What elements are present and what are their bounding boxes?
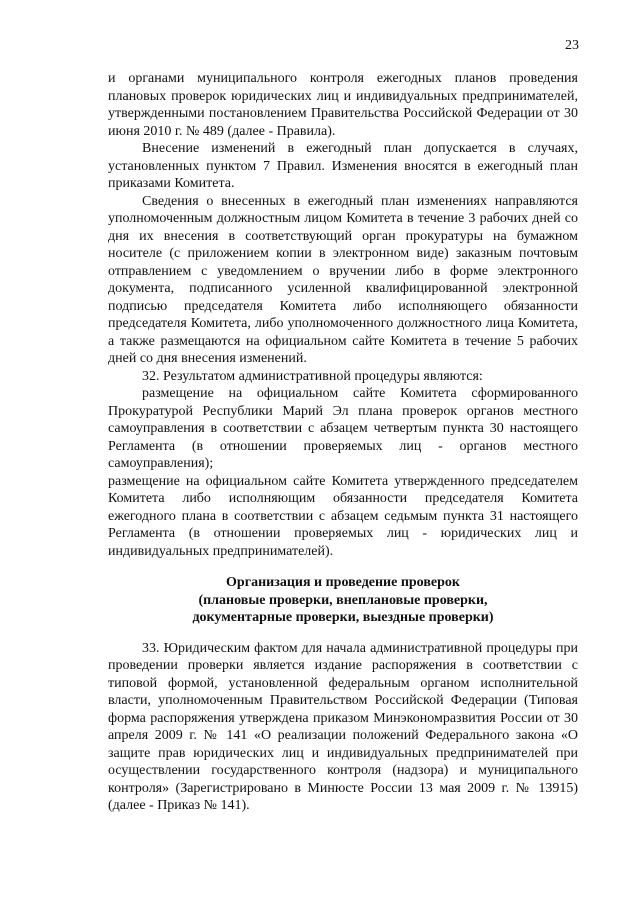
paragraph: 33. Юридическим фактом для начала административной процедуры при проведении проверки является издание распоряжения в соответствии с типовой формой, установленной федеральным органом исполнительной власти, уполномоченным Правительством Российской Федерации (Типовая форма распоряжения утверждена приказом Минэкономразвития России от 30 апреля 2009 г. № 141 «О реализации положений Федерального закона «О защите прав юридических лиц и индивидуальных предпринимателей при осуществлении государственного контроля (надзора) и муниципального контроля» (Зарегистрировано в Минюсте России 13 мая 2009 г. № 13915) (далее - Приказ № 141). bbox=[108, 640, 578, 813]
page-number: 23 bbox=[565, 38, 579, 53]
section-heading-line-3: документарные проверки, выездные проверки) bbox=[192, 610, 494, 625]
paragraph: Сведения о внесенных в ежегодный план изменениях направляются уполномоченным должностным лицом Комитета в течение 3 рабочих дней со дня их внесения в соответствующий орган прокуратуры на бумажном носителе (с приложением копии в электронном виде) заказным почтовым отправлением с уведомлением о вручении либо в форме электронного документа, подписанного усиленной квалифицированной электронной подписью председателя Комитета либо исполняющего обязанности председателя Комитета, либо уполномоченного должностного лица Комитета, а также размещаются на официальном сайте Комитета в течение 5 рабочих дней со дня внесения изменений. bbox=[108, 193, 578, 366]
section-heading bbox=[108, 574, 578, 627]
section-heading-line-2: (плановые проверки, внеплановые проверки, bbox=[198, 592, 488, 608]
paragraph: и органами муниципального контроля ежегодных планов проведения плановых проверок юридических лиц и индивидуальных предпринимателей, утвержденными постановлением Правительства Российской Федерации от 30 июня 2010 г. № 489 (далее - Правила). bbox=[108, 71, 578, 139]
text-section-after-heading bbox=[108, 640, 578, 815]
paragraph: Внесение изменений в ежегодный план допускается в случаях, установленных пунктом 7 Правил. Изменения вносятся в ежегодный план приказами Комитета. bbox=[108, 141, 578, 191]
paragraph: размещение на официальном сайте Комитета сформированного Прокуратурой Республики Марий Эл плана проверок органов местного самоуправления в соответствии с абзацем четвертым пункта 30 настоящего Регламента (в отношении проверяемых лиц - органов местного самоуправления); bbox=[108, 386, 578, 471]
text-section-before-heading bbox=[108, 70, 578, 560]
document-body bbox=[108, 70, 578, 815]
paragraph: размещение на официальном сайте Комитета утвержденного председателем Комитета либо исполняющим обязанности председателя Комитета ежегодного плана в соответствии с абзацем седьмым пункта 31 настоящего Регламента (в отношении проверяемых лиц - юридических лиц и индивидуальных предпринимателей). bbox=[108, 473, 578, 559]
section-heading-line-1: Организация и проведение проверок bbox=[226, 575, 460, 590]
paragraph: 32. Результатом административной процедуры являются: bbox=[142, 368, 483, 384]
